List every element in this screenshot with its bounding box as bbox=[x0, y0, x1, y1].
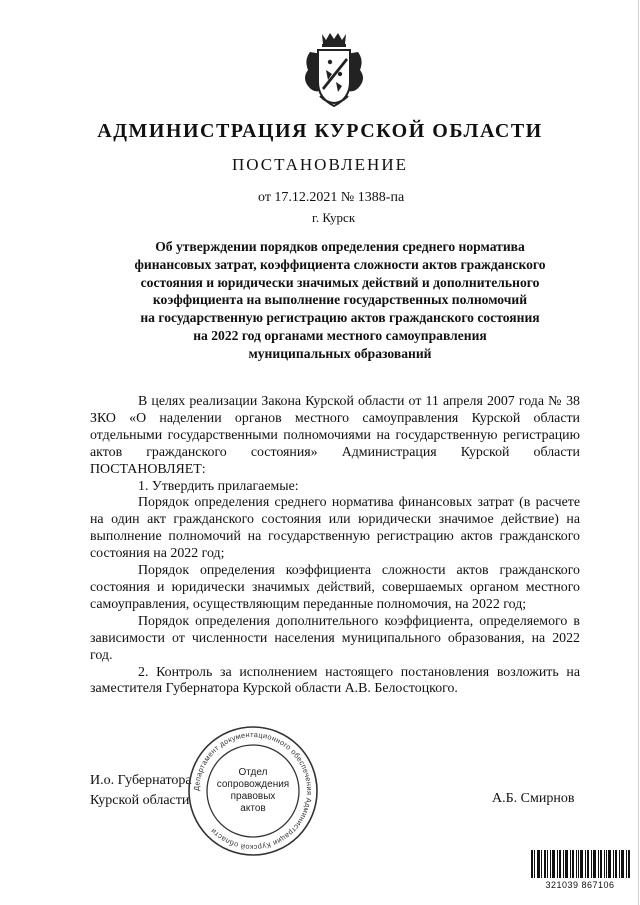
signatory-position bbox=[90, 771, 192, 811]
heading-line: коэффициента на выполнение государственных полномочий bbox=[152, 292, 528, 308]
item-1c-paragraph: Порядок определения дополнительного коэффициента, определяемого в зависимости от численности населения муниципального образования, на 2022 год. bbox=[90, 613, 580, 663]
item-1-paragraph: 1. Утвердить прилагаемые: bbox=[138, 478, 299, 494]
stamp-line: актов bbox=[240, 803, 266, 814]
coat-of-arms-icon bbox=[300, 30, 368, 112]
signatory-name: А.Б. Смирнов bbox=[492, 791, 575, 806]
stamp-ring-text: Департамент документационного обеспечения Администрации Курской области bbox=[191, 729, 315, 853]
document-type: ПОСТАНОВЛЕНИЕ bbox=[231, 155, 408, 174]
item-1a-paragraph: Порядок определения среднего норматива финансовых затрат (в расчете на один акт гражданского состояния или юридически значимое действие) на выполнение полномочий на государственную регистрацию актов гражданского состояния на 2022 год; bbox=[90, 495, 580, 562]
organization-title: АДМИНИСТРАЦИЯ КУРСКОЙ ОБЛАСТИ bbox=[97, 120, 543, 142]
signatory-position-line: И.о. Губернатора bbox=[90, 773, 192, 788]
signatory-position-line: Курской области bbox=[90, 793, 190, 808]
item-1b-paragraph: Порядок определения коэффициента сложности актов гражданского состояния и юридически значимых действий, совершаемых органом местного самоуправления, осуществляющим переданные полномочия, на 2022 год; bbox=[90, 563, 580, 612]
heading-line: финансовых затрат, коэффициента сложности актов гражданского bbox=[134, 256, 546, 272]
heading-line: состояния и юридически значимых действий и дополнительного bbox=[140, 274, 540, 290]
barcode-number: 321039 867106 bbox=[545, 880, 615, 890]
heading-line: на государственную регистрацию актов гражданского состояния bbox=[140, 310, 540, 326]
stamp-center bbox=[206, 744, 300, 838]
document-date-number: от 17.12.2021 № 1388-па bbox=[258, 190, 405, 205]
heading-line: Об утверждении порядков определения среднего норматива bbox=[155, 239, 525, 254]
document-heading bbox=[90, 238, 590, 363]
stamp-line: сопровождения bbox=[216, 779, 290, 790]
official-stamp bbox=[186, 724, 320, 858]
document-city: г. Курск bbox=[312, 210, 356, 225]
heading-line: муниципальных образований bbox=[248, 345, 432, 361]
preamble-paragraph: В целях реализации Закона Курской области от 11 апреля 2007 года № 38 ЗКО «О наделении органов местного самоуправления Курской области отдельными государственными полномочиями на государственную регистрацию актов гражданского состояния» Администрация Курской области ПОСТАНОВЛЯЕТ: bbox=[90, 394, 580, 477]
heading-line: на 2022 год органами местного самоуправления bbox=[193, 327, 487, 343]
barcode-icon bbox=[530, 850, 630, 878]
stamp-line: правовых bbox=[230, 791, 276, 802]
stamp-line: Отдел bbox=[238, 767, 268, 778]
document-body bbox=[90, 394, 580, 698]
item-2-paragraph: 2. Контроль за исполнением настоящего постановления возложить на заместителя Губернатора Курской области А.В. Белостоцкого. bbox=[90, 664, 580, 697]
